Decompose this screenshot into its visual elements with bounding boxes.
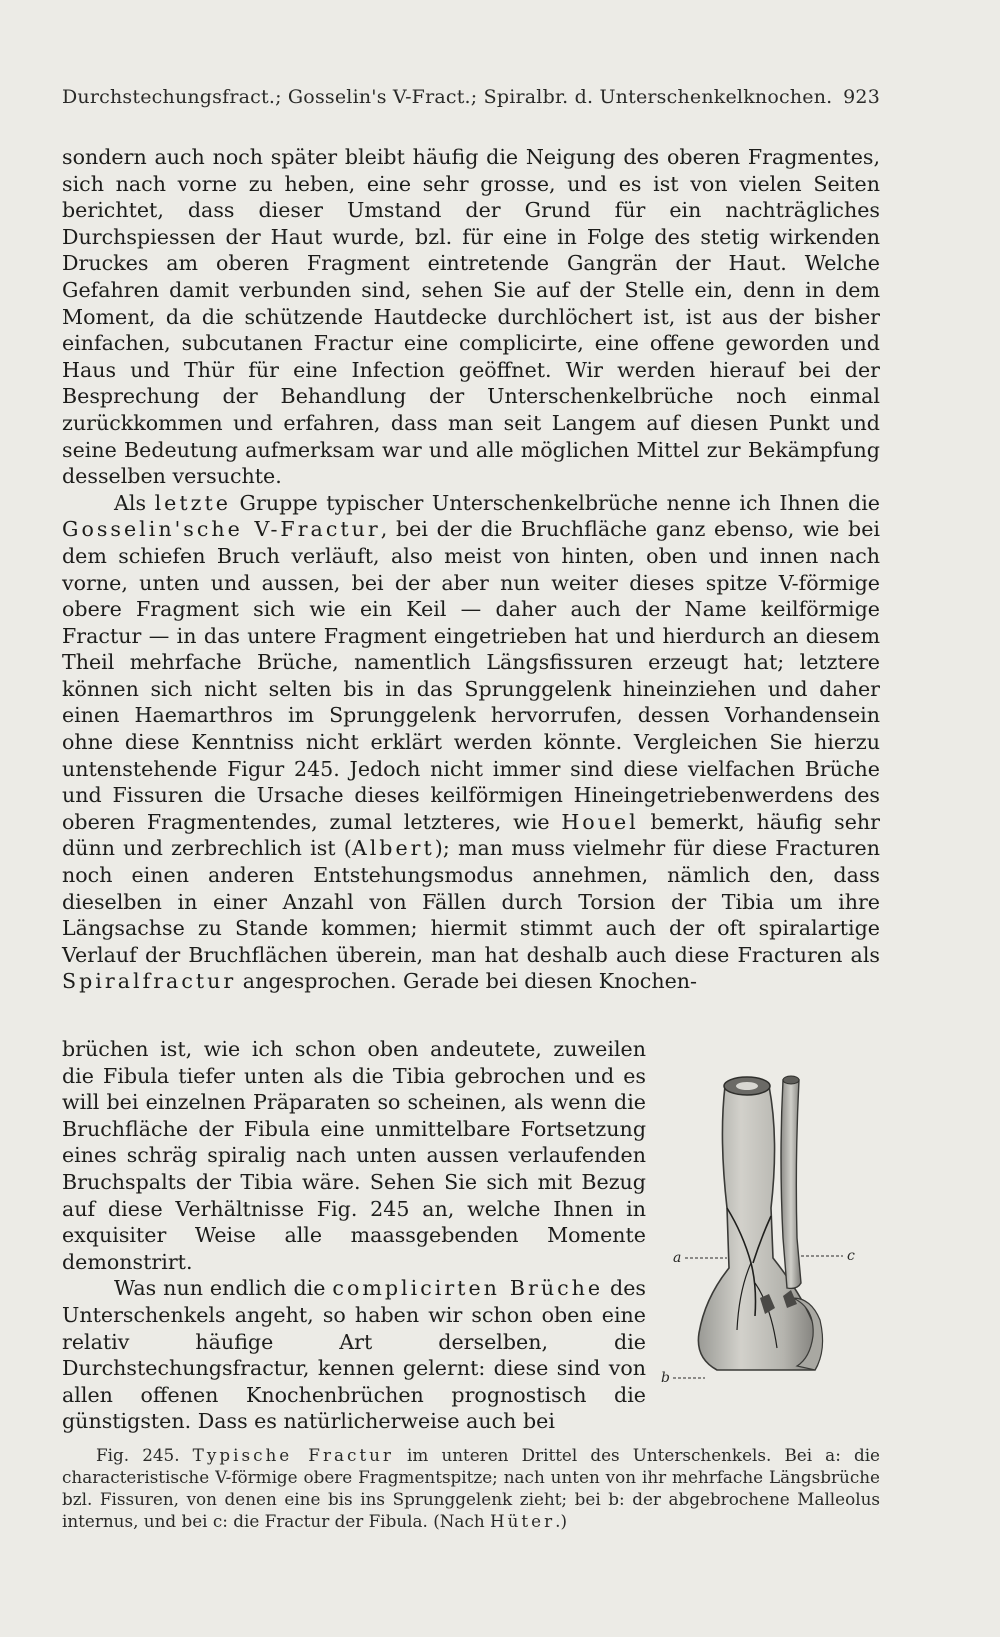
page-number: 923 <box>843 86 880 108</box>
running-title: Durchstechungsfract.; Gosselin's V-Fract.; Spiralbr. d. Unterschenkelknochen. <box>62 86 833 108</box>
paragraph-3: brüchen ist, wie ich schon oben andeutete, zuweilen die Fibula tiefer unten als die Tibia gebrochen und es will bei einzelnen Präparaten so scheinen, als wenn die Bruchfläche der Fibula eine unmittelbare Fortsetzung eines schräg spiralig nach unten aussen verlaufenden Bruchspalts der Tibia wäre. Sehen Sie sich mit Bezug auf diese Verhältnisse Fig. 245 an, welche Ihnen in exquisiter Weise alle maassgebenden Momente demonstrirt. <box>62 1037 646 1274</box>
spaced-emphasis: letzte <box>154 490 231 515</box>
text-run: Gruppe typischer Unterschenkelbrüche nenne ich Ihnen die <box>230 490 880 515</box>
text-run: angesprochen. Gerade bei diesen Knochen- <box>236 969 697 994</box>
paragraph-1: sondern auch noch später bleibt häufig die Neigung des oberen Fragmentes, sich nach vorne zu heben, eine sehr grosse, und es ist von vielen Seiten berichtet, dass dieser Umstand der Grund für ein nachträgliches Durchspiessen der Haut wurde, bzl. für eine in Folge des stetig wirkenden Druckes am oberen Fragment eintretende Gangrän der Haut. Welche Gefahren damit verbunden sind, sehen Sie auf der Stelle ein, denn in dem Moment, da die schützende Hautdecke durchlöchert ist, ist aus der bisher einfachen, subcutanen Fractur eine complicirte, eine offene geworden und Haus und Thür für eine Infection geöffnet. Wir werden hierauf bei der Besprechung der Behandlung der Unterschenkelbrüche noch einmal zurückkommen und erfahren, dass man seit Langem auf diesen Punkt und seine Bedeutung aufmerksam war und alle möglichen Mittel zur Bekämpfung desselben versuchte. <box>62 145 880 489</box>
label-c: c <box>847 1248 855 1264</box>
text-run: ); man muss vielmehr für diese Fracturen noch einen anderen Entstehungsmodus annehmen, nämlich den, dass dieselben in einer Anzahl von Fällen durch Torsion der Tibia um ihre Längsachse zu Stande kommen; hiermit stimmt auch der oft spiralartige Verlauf der Bruchflächen überein, man hat deshalb auch diese Fracturen als <box>62 836 880 967</box>
text-run: des Unterschenkels angeht, so haben wir schon oben eine relativ häufige Art derselben, die Durchstechungsfractur, kennen gelernt: diese sind von allen offenen Knochenbrüchen prognostisch die günstigsten. Dass es natürlicherweise auch bei <box>62 1276 646 1434</box>
paragraph-2 <box>62 490 880 995</box>
tibia-marrow-cavity <box>736 1082 758 1090</box>
spaced-emphasis: Gosselin'sche V-Fractur <box>62 517 381 542</box>
spaced-emphasis: Spiralfractur <box>62 969 237 994</box>
text-run: , bei der die Bruchfläche ganz ebenso, wie bei dem schiefen Bruch verläuft, also meist von hinten, oben und innen nach vorne, unten und aussen, bei der aber nun weiter dieses spitze V-förmige obere Fragment sich wie ein Keil — daher auch der Name keilförmige Fractur — in das untere Fragment eingetrieben hat und hierdurch an diesem Theil mehrfache Brüche, namentlich Längsfissuren erzeugt hat; letztere können sich nicht selten bis in das Sprunggelenk hineinziehen und daher einen Haemarthros im Sprunggelenk hervorrufen, dessen Vorhandensein ohne diese Kenntniss nicht erklärt werden könnte. Vergleichen Sie hierzu untenstehende Figur 245. Jedoch nicht immer sind diese vielfachen Brüche und Fissuren die Ursache dieses keilförmigen Hineingetriebenwerdens des oberen Fragmentendes, zumal letzteres, wie <box>62 517 880 834</box>
figure-245-illustration <box>661 1058 890 1398</box>
text-run: Was nun endlich die <box>114 1276 333 1301</box>
figure-caption <box>62 1444 880 1532</box>
text-run: Als <box>114 490 155 515</box>
text-run: im unteren Drittel des Unterschenkels. Bei a: die characteristische V-förmige obere Fragmentspitze; nach unten von ihr mehrfache Längsbrüche bzl. Fissuren, von denen eine bis ins Sprunggelenk zieht; bei b: der abgebrochene Malleolus internus, und bei c: die Fractur der Fibula. (Nach <box>62 1445 880 1531</box>
spaced-emphasis: Hüter <box>489 1511 556 1531</box>
spaced-emphasis: Albert <box>351 836 435 861</box>
text-run: Fig. 245. <box>96 1445 193 1465</box>
spaced-emphasis: complicirten Brüche <box>332 1276 604 1301</box>
main-text <box>62 144 880 995</box>
fibula-cross-section <box>783 1076 799 1084</box>
running-header <box>62 86 880 108</box>
label-b: b <box>661 1370 670 1386</box>
bone-fracture-drawing <box>661 1058 890 1398</box>
label-a: a <box>673 1250 682 1266</box>
tibia-shape <box>698 1086 820 1370</box>
paragraph-4 <box>62 1275 646 1435</box>
fibula-shape <box>781 1080 801 1288</box>
text-run: bemerkt, häufig sehr dünn und zerbrechlich ist ( <box>62 809 880 861</box>
spaced-emphasis: Typische Fractur <box>192 1445 394 1465</box>
text-run: .) <box>555 1511 568 1531</box>
text-beside-figure <box>62 1036 646 1435</box>
caption-text <box>62 1444 880 1532</box>
spaced-emphasis: Houel <box>561 809 639 834</box>
